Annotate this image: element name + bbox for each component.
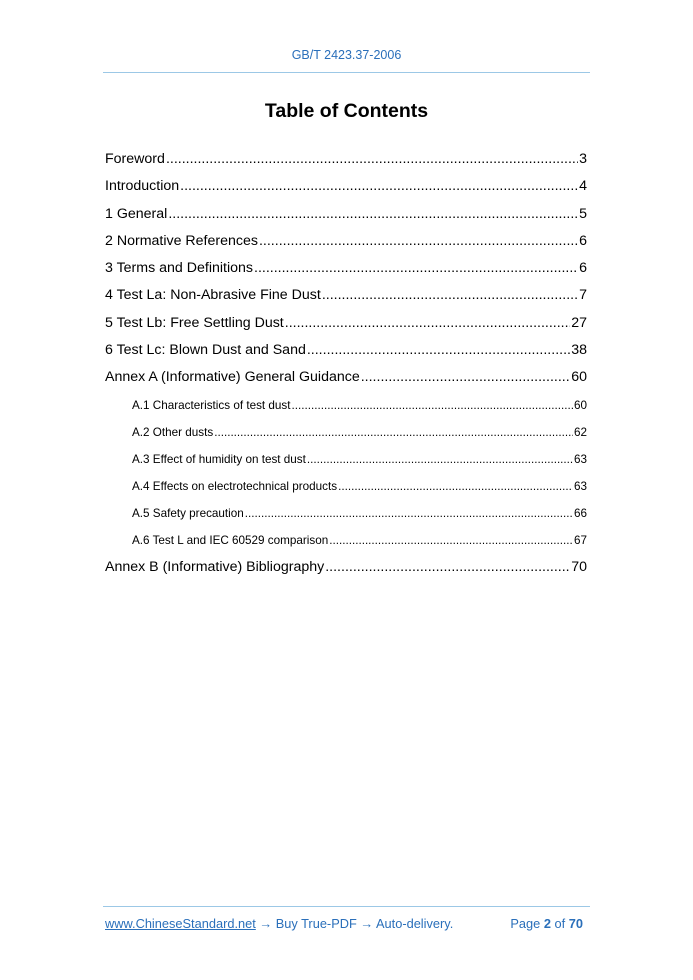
toc-entry[interactable] [105, 146, 587, 173]
toc-entry-page: 6 [579, 260, 587, 277]
document-header [103, 48, 590, 62]
toc-leader-dots [322, 282, 578, 309]
toc-entry-label: 4 Test La: Non-Abrasive Fine Dust [105, 287, 321, 304]
toc-entry-label: 3 Terms and Definitions [105, 260, 253, 277]
toc-leader-dots [259, 228, 578, 255]
toc-leader-dots [245, 500, 573, 527]
toc-entry-page: 38 [571, 342, 587, 359]
toc-leader-dots [166, 146, 578, 173]
toc-entry-label: A.4 Effects on electrotechnical products [132, 479, 338, 493]
toc-entry-page: 60 [573, 398, 587, 412]
toc-entry[interactable] [105, 173, 587, 200]
toc-entry-label: A.6 Test L and IEC 60529 comparison [132, 534, 329, 548]
toc-entry[interactable] [105, 228, 587, 255]
toc-entry-page: 62 [573, 425, 587, 439]
toc-leader-dots [180, 173, 578, 200]
toc-entry-label: 6 Test Lc: Blown Dust and Sand [105, 342, 306, 359]
toc-entry-label: A.1 Characteristics of test dust [132, 398, 291, 412]
toc-entry[interactable] [105, 473, 587, 500]
toc-entry-label: Annex B (Informative) Bibliography [105, 559, 325, 576]
toc-entry[interactable] [105, 364, 587, 391]
toc-entry-page: 63 [573, 479, 587, 493]
page-title: Table of Contents [264, 100, 429, 122]
toc-entry-label: Introduction [105, 178, 180, 195]
toc-leader-dots [307, 337, 570, 364]
toc-entry-page: 6 [579, 232, 587, 249]
toc-entry-page: 4 [579, 178, 587, 195]
page-of: of [550, 916, 569, 931]
toc-leader-dots [338, 473, 573, 500]
toc-entry-page: 60 [571, 369, 587, 386]
toc-entry[interactable] [105, 527, 587, 554]
toc-leader-dots [361, 364, 570, 391]
toc-entry-page: 70 [571, 559, 587, 576]
toc-entry[interactable] [105, 446, 587, 473]
toc-entry[interactable] [105, 392, 587, 419]
toc-leader-dots [254, 255, 578, 282]
toc-entry-label: A.2 Other dusts [132, 425, 214, 439]
toc-entry[interactable] [105, 201, 587, 228]
toc-entry-label: A.3 Effect of humidity on test dust [132, 452, 306, 466]
toc-entry[interactable] [105, 554, 587, 581]
toc-entry-page: 67 [573, 534, 587, 548]
toc-leader-dots [307, 446, 573, 473]
toc-entry[interactable] [105, 310, 587, 337]
toc-entry-label: Annex A (Informative) General Guidance [105, 369, 360, 386]
toc-entry[interactable] [105, 419, 587, 446]
toc-entry-page: 7 [579, 287, 587, 304]
current-page-number: 2 [543, 916, 551, 931]
toc-entry[interactable] [105, 255, 587, 282]
toc-entry-label: 1 General [105, 205, 168, 222]
footer-divider [103, 906, 590, 907]
promo-text: → Buy True-PDF → Auto-delivery. [255, 916, 454, 931]
toc-entry[interactable] [105, 282, 587, 309]
toc-leader-dots [285, 310, 570, 337]
footer-promo [105, 916, 453, 931]
toc-entry-page: 5 [579, 205, 587, 222]
toc-leader-dots [168, 201, 578, 228]
header-divider [103, 72, 590, 73]
toc-entry-label: 2 Normative References [105, 232, 258, 249]
page-indicator [510, 916, 583, 931]
toc-leader-dots [214, 419, 573, 446]
toc-leader-dots [325, 554, 570, 581]
site-link[interactable]: www.ChineseStandard.net [105, 916, 256, 931]
toc-entry-label: Foreword [105, 151, 165, 167]
table-of-contents [105, 146, 587, 582]
toc-entry-page: 63 [573, 452, 587, 466]
toc-entry-page: 3 [579, 151, 587, 167]
total-page-count: 70 [568, 916, 583, 931]
toc-entry-page: 27 [571, 314, 587, 331]
standard-code: GB/T 2423.37-2006 [291, 48, 402, 62]
toc-entry-label: A.5 Safety precaution [132, 507, 244, 521]
toc-entry[interactable] [105, 500, 587, 527]
toc-entry[interactable] [105, 337, 587, 364]
page-prefix: Page [510, 916, 544, 931]
toc-entry-label: 5 Test Lb: Free Settling Dust [105, 314, 284, 331]
toc-leader-dots [292, 392, 573, 419]
toc-leader-dots [329, 527, 573, 554]
toc-entry-page: 66 [573, 507, 587, 521]
